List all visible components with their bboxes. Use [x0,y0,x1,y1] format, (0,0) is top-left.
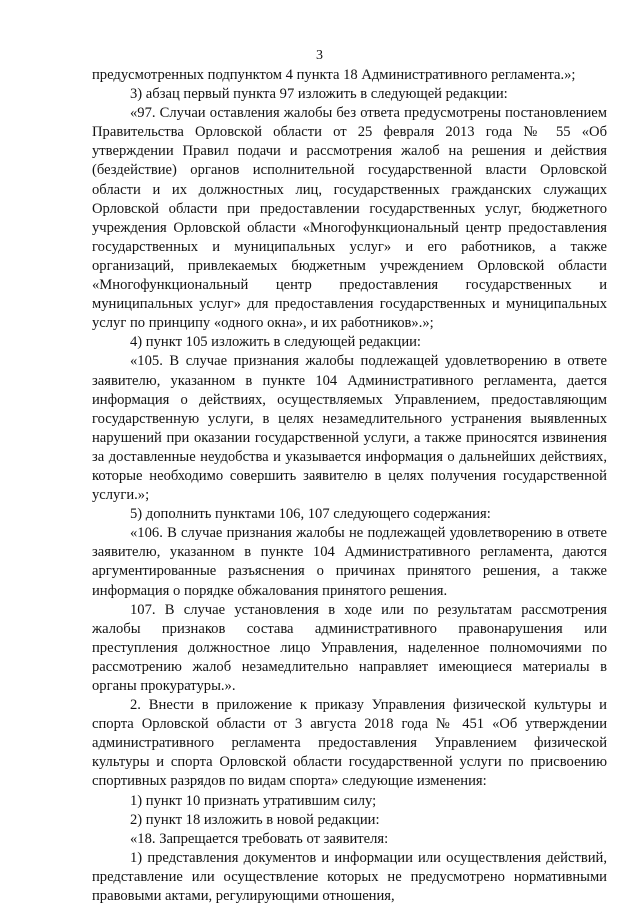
paragraph: 5) дополнить пунктами 106, 107 следующего содержания: [130,506,491,523]
paragraph: 2. Внести в приложение к приказу Управления физической культуры и спорта Орловской области от 3 августа 2018 года № 451 «Об утверждении административного регламента предоставления Управлением физической культуры и спорта Орловской области государственной услуги по присвоению спортивных разрядов по видам спорта» следующие изменения: [92,697,607,790]
paragraph: 4) пункт 105 изложить в следующей редакции: [130,334,421,351]
paragraph: «105. В случае признания жалобы подлежащей удовлетворению в ответе заявителю, указанном в пункте 104 Административного регламента, дается информация о действиях, осуществляемых Управлением, предоставляющим государственную услуги, в целях незамедлительного устранения выявленных нарушений при оказании государственной услуги, а также приносятся извинения за доставленные неудобства и указывается информация о дальнейших действиях, которые необходимо совершить заявителю в целях получения государственной услуги.»; [92,353,607,504]
paragraph: «106. В случае признания жалобы не подлежащей удовлетворению в ответе заявителю, указанном в пункте 104 Административного регламента, даются аргументированные разъяснения о причинах принятого решения, а также информация о порядке обжалования принятого решения. [92,525,607,599]
paragraph: 1) представления документов и информации или осуществления действий, представление или осуществление которых не предусмотрено нормативными правовыми актами, регулирующими отношения, [92,849,607,905]
paragraph: предусмотренных подпунктом 4 пункта 18 Административного регламента.»; [92,67,576,83]
page-number: 3 [316,48,323,63]
document-body [92,66,607,906]
paragraph: 107. В случае установления в ходе или по результатам рассмотрения жалобы признаков состава административного правонарушения или преступления должностное лицо Управления, наделенное полномочиями по рассмотрению жалоб незамедлительно направляет имеющиеся материалы в органы прокуратуры.». [92,601,607,694]
paragraph: «18. Запрещается требовать от заявителя: [130,830,389,847]
paragraph: 1) пункт 10 признать утратившим силу; [130,792,377,809]
paragraph: «97. Случаи оставления жалобы без ответа предусмотрены постановлением Правительства Орловской области от 25 февраля 2013 года № 55 «Об утверждении Правил подачи и рассмотрения жалоб на решения и действия (бездействие) органов исполнительной государственной власти Орловской области и их должностных лиц, государственных гражданских служащих Орловской области при предоставлении государственных услуг, бюджетного учреждения Орловской области «Многофункциональный центр предоставления государственных и муниципальных услуг» и его работников, а также организаций, привлекаемых бюджетным учреждением Орловской области «Многофункциональный центр предоставления государственных и муниципальных услуг» для предоставления государственных и муниципальных услуг по принципу «одного окна», и их работников».»; [92,105,607,332]
paragraph: 3) абзац первый пункта 97 изложить в следующей редакции: [130,86,508,103]
paragraph: 2) пункт 18 изложить в новой редакции: [130,811,380,828]
